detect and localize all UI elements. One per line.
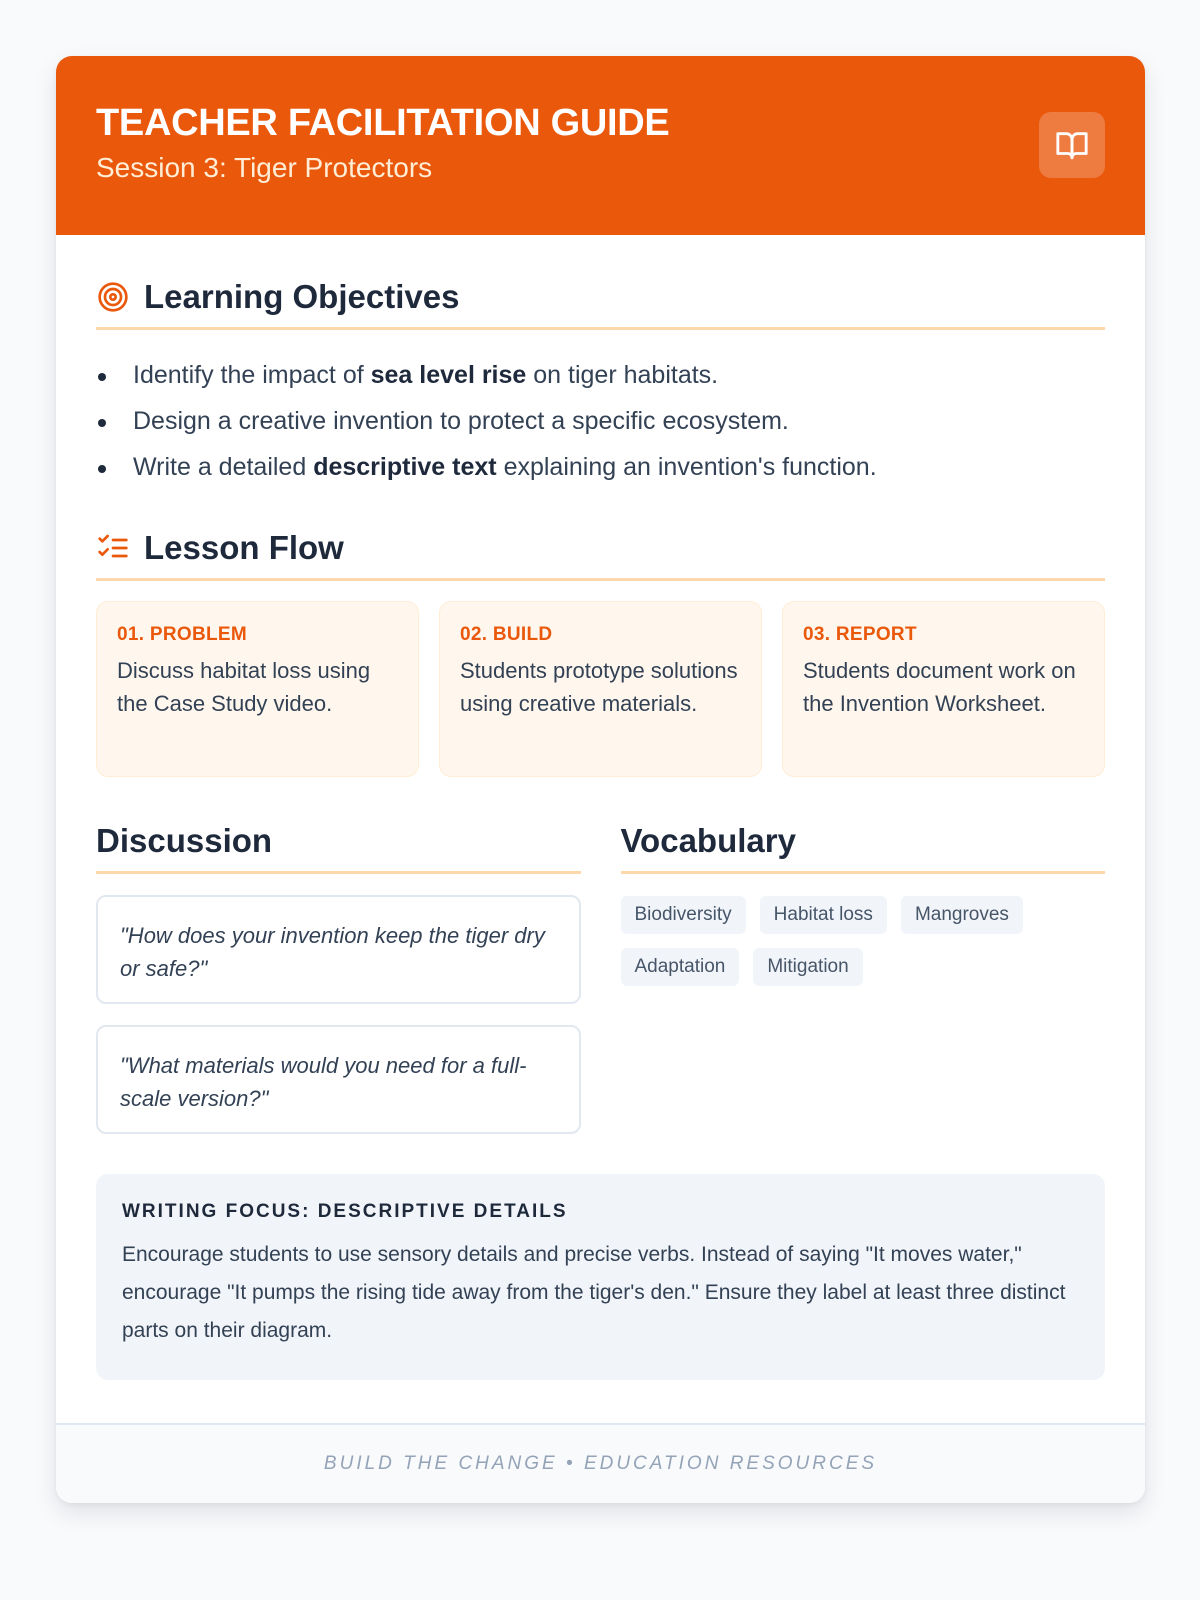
vocab-tag: Habitat loss	[760, 896, 887, 934]
flow-steps	[96, 601, 1105, 777]
book-button[interactable]	[1039, 112, 1105, 178]
step-description: Discuss habitat loss using the Case Study video.	[117, 658, 371, 716]
book-icon	[1053, 128, 1091, 162]
step-label: 03. REPORT	[803, 624, 917, 645]
footer-text: BUILD THE CHANGE • EDUCATION RESOURCES	[323, 1453, 878, 1474]
objective-item: Design a creative invention to protect a specific ecosystem.	[96, 398, 1105, 444]
objective-item: Write a detailed descriptive text explaining an invention's function.	[96, 444, 1105, 490]
discussion-question: "What materials would you need for a full-scale version?"	[96, 1025, 581, 1134]
guide-card	[56, 56, 1145, 1503]
step-label: 01. PROBLEM	[117, 624, 247, 645]
objectives-title: Learning Objectives	[144, 278, 460, 315]
discussion-vocabulary	[96, 821, 1105, 1134]
target-icon	[96, 280, 130, 314]
step-label: 02. BUILD	[460, 624, 553, 645]
vocab-tag: Adaptation	[621, 948, 740, 986]
step-description: Students prototype solutions using creative materials.	[460, 658, 738, 716]
objective-item: Identify the impact of sea level rise on tiger habitats.	[96, 352, 1105, 398]
flow-title: Lesson Flow	[144, 529, 344, 566]
vocabulary-section	[621, 821, 1106, 1134]
flow-step-build	[439, 601, 762, 777]
discussion-question: "How does your invention keep the tiger dry or safe?"	[96, 895, 581, 1004]
page-title: TEACHER FACILITATION GUIDE	[96, 102, 670, 144]
flow-step-report	[782, 601, 1105, 777]
vocabulary-title: Vocabulary	[621, 821, 1106, 874]
flow-heading	[96, 528, 1105, 581]
step-description: Students document work on the Invention Worksheet.	[803, 658, 1076, 716]
writing-focus-box	[96, 1174, 1105, 1380]
footer	[56, 1423, 1145, 1503]
discussion-section	[96, 821, 581, 1134]
vocab-tag: Biodiversity	[621, 896, 746, 934]
flow-step-problem	[96, 601, 419, 777]
writing-focus-title: WRITING FOCUS: DESCRIPTIVE DETAILS	[122, 1201, 568, 1222]
header	[56, 56, 1145, 235]
checklist-icon	[96, 531, 130, 565]
writing-focus-text: Encourage students to use sensory details and precise verbs. Instead of saying "It moves water," encourage "It pumps the rising tide away from the tiger's den." Ensure they label at least three distinct parts on their diagram.	[122, 1243, 1066, 1342]
vocab-tag: Mitigation	[753, 948, 862, 986]
page-subtitle: Session 3: Tiger Protectors	[96, 152, 433, 183]
discussion-title: Discussion	[96, 821, 581, 874]
objectives-list	[96, 352, 1105, 490]
objectives-heading	[96, 277, 1105, 330]
vocab-tag: Mangroves	[901, 896, 1023, 934]
vocabulary-tags	[621, 896, 1106, 986]
